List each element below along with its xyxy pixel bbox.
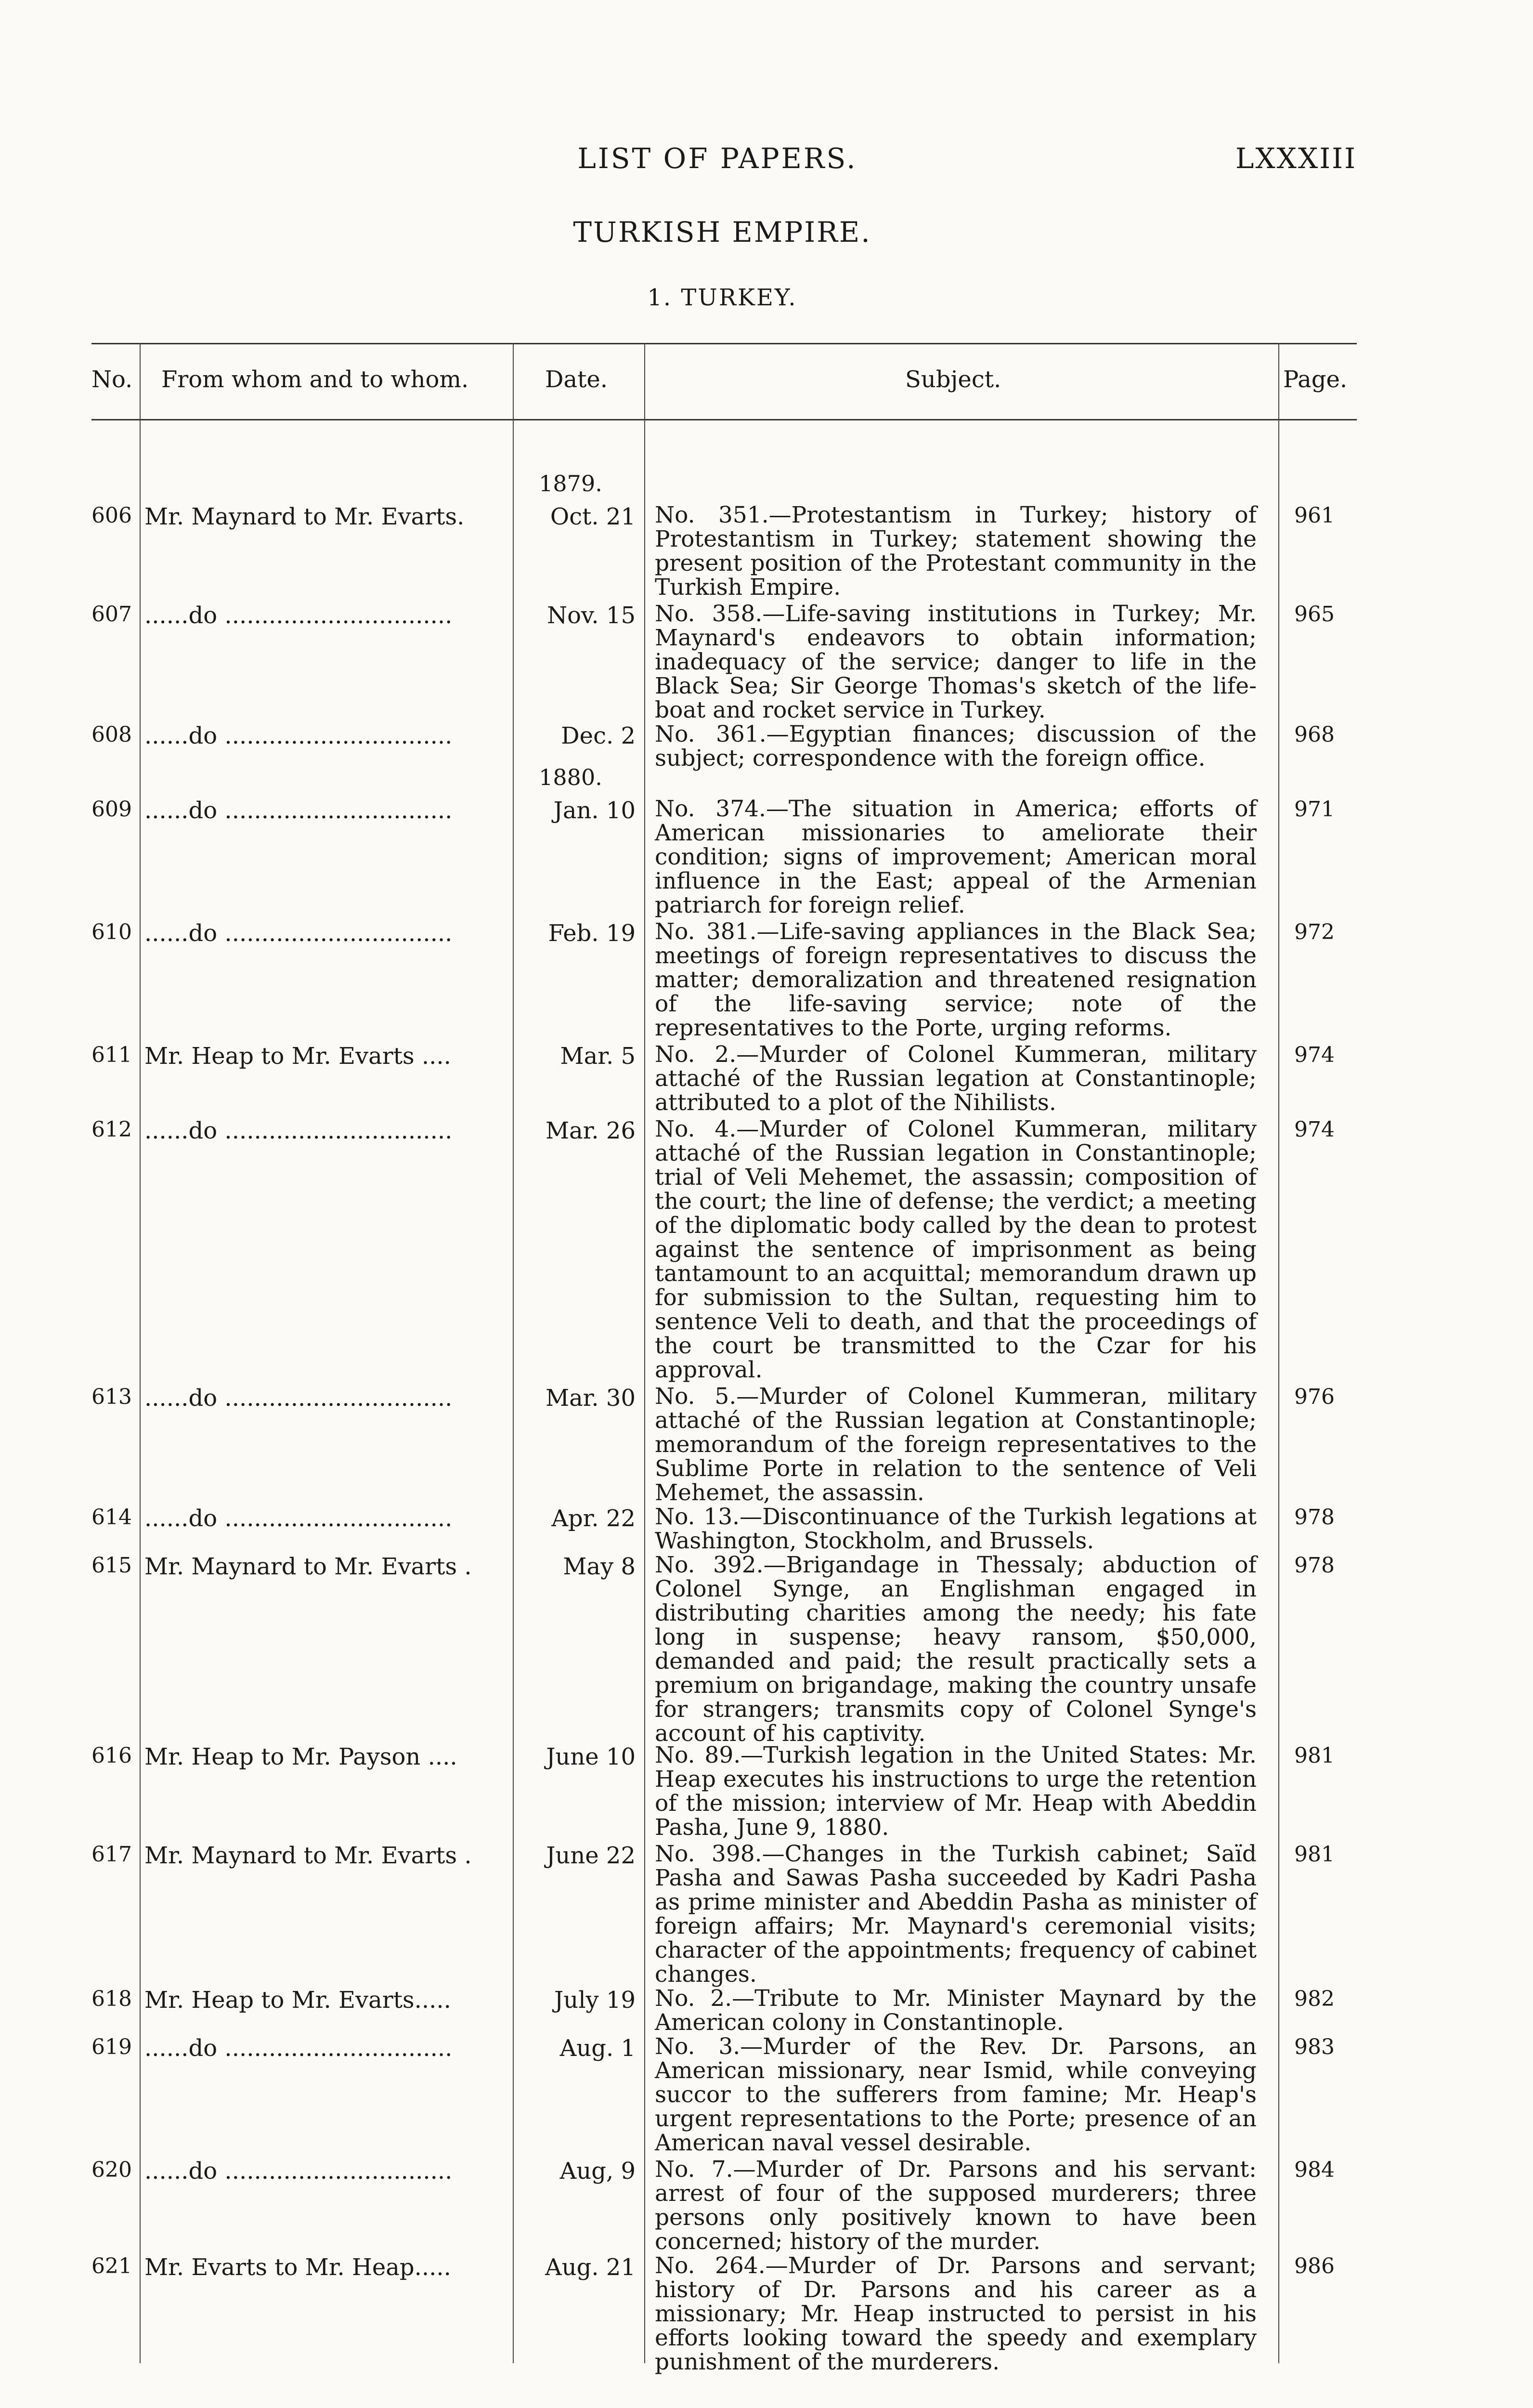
row-subject: No. 4.—Murder of Colonel Kummeran, military attaché of the Russian legation in Constantinople; trial of Veli Mehemet, the assassin; composition of the court; the line of defense; the verdict; a meeting of the diplomatic body called by the dean to protest against the sentence of imprisonment as being tantamount to an acquittal; memorandum drawn up for submission to the Sultan, requesting him to sentence Veli to death, and that the proceedings of the court be transmitted to the Czar for his approval. <box>655 1116 1257 1383</box>
row-date: May 8 <box>563 1553 636 1580</box>
section-title: TURKISH EMPIRE. <box>573 216 871 249</box>
row-page: 974 <box>1294 1117 1335 1142</box>
row-date: Aug. 21 <box>545 2254 636 2281</box>
row-from-to: ......do ............................... <box>144 722 453 749</box>
row-page: 978 <box>1294 1553 1335 1578</box>
row-subject: No. 358.—Life-saving institutions in Turkey; Mr. Maynard's endeavors to obtain information; inadequacy of the service; danger to life in the Black Sea; Sir George Thomas's sketch of the life-boat and rocket service in Turkey. <box>655 601 1257 723</box>
row-date: June 10 <box>546 1743 636 1770</box>
row-number: 618 <box>91 1987 132 2011</box>
row-date: June 22 <box>546 1842 636 1869</box>
column-header-from: From whom and to whom. <box>161 366 469 393</box>
row-subject: No. 3.—Murder of the Rev. Dr. Parsons, an American missionary, near Ismid, while conveying succor to the sufferers from famine; Mr. Heap's urgent representations to the Porte; presence of an American naval vessel desirable. <box>655 2033 1257 2156</box>
row-from-to: ......do ............................... <box>144 2158 453 2185</box>
row-from-to: Mr. Maynard to Mr. Evarts . <box>144 1842 472 1869</box>
row-subject: No. 13.—Discontinuance of the Turkish legations at Washington, Stockholm, and Brussels. <box>655 1504 1257 1554</box>
row-number: 617 <box>91 1842 132 1867</box>
row-number: 608 <box>91 722 132 747</box>
row-from-to: ......do ............................... <box>144 797 453 824</box>
row-date: Apr. 22 <box>551 1505 636 1532</box>
row-number: 607 <box>91 602 132 627</box>
row-page: 981 <box>1294 1743 1335 1768</box>
row-date: July 19 <box>554 1987 636 2014</box>
row-number: 610 <box>91 920 132 944</box>
row-number: 613 <box>91 1385 132 1409</box>
row-page: 986 <box>1294 2254 1335 2278</box>
row-subject: No. 264.—Murder of Dr. Parsons and servant; history of Dr. Parsons and his career as a missionary; Mr. Heap instructed to persist in his efforts looking toward the speedy and exemplary punishment of the murderers. <box>655 2252 1257 2375</box>
column-header-subject: Subject. <box>905 366 1001 393</box>
row-number: 621 <box>91 2254 132 2278</box>
row-from-to: Mr. Heap to Mr. Evarts .... <box>144 1043 451 1070</box>
row-subject: No. 2.—Tribute to Mr. Minister Maynard by the American colony in Constantinople. <box>655 1985 1257 2036</box>
row-year: 1879. <box>539 471 602 497</box>
table-header-rule <box>91 419 1357 420</box>
row-page: 983 <box>1294 2035 1335 2059</box>
row-from-to: ......do ............................... <box>144 602 453 629</box>
column-divider <box>644 343 645 2363</box>
row-number: 620 <box>91 2158 132 2182</box>
row-page: 982 <box>1294 1987 1335 2011</box>
row-from-to: ......do ............................... <box>144 2035 453 2062</box>
row-date: Mar. 30 <box>545 1385 636 1412</box>
running-head-title: LIST OF PAPERS. <box>577 142 857 175</box>
row-subject: No. 2.—Murder of Colonel Kummeran, military attaché of the Russian legation at Constantinople; attributed to a plot of the Nihilists. <box>655 1041 1257 1116</box>
row-page: 978 <box>1294 1505 1335 1530</box>
row-date: Jan. 10 <box>553 797 636 824</box>
row-from-to: Mr. Heap to Mr. Evarts..... <box>144 1987 451 2014</box>
column-divider <box>1278 343 1279 2363</box>
row-subject: No. 381.—Life-saving appliances in the Black Sea; meetings of foreign representatives to discuss the matter; demoralization and threatened resignation of the life-saving service; note of the representatives to the Porte, urging reforms. <box>655 918 1257 1041</box>
row-subject: No. 7.—Murder of Dr. Parsons and his servant: arrest of four of the supposed murderers; three persons only positively known to have been concerned; history of the murder. <box>655 2156 1257 2255</box>
row-date: Aug. 1 <box>559 2035 636 2062</box>
row-number: 609 <box>91 797 132 822</box>
row-page: 972 <box>1294 920 1335 944</box>
row-from-to: Mr. Evarts to Mr. Heap..... <box>144 2254 451 2281</box>
row-date: Mar. 26 <box>545 1117 636 1144</box>
row-date: Dec. 2 <box>561 722 636 749</box>
row-year: 1880. <box>539 764 602 790</box>
row-date: Feb. 19 <box>548 920 636 947</box>
row-page: 981 <box>1294 1842 1335 1867</box>
running-head-page-number: LXXXIII <box>1235 142 1357 175</box>
row-page: 976 <box>1294 1385 1335 1409</box>
column-divider <box>140 343 141 2363</box>
row-page: 968 <box>1294 722 1335 747</box>
subsection-title: 1. TURKEY. <box>647 284 797 311</box>
row-page: 971 <box>1294 797 1335 822</box>
row-subject: No. 398.—Changes in the Turkish cabinet; Saïd Pasha and Sawas Pasha succeeded by Kadri Pasha as prime minister and Abeddin Pasha as minister of foreign affairs; Mr. Maynard's ceremonial visits; character of the appointments; frequency of cabinet changes. <box>655 1841 1257 1988</box>
row-number: 615 <box>91 1553 132 1578</box>
row-number: 614 <box>91 1505 132 1530</box>
row-page: 961 <box>1294 503 1335 528</box>
row-subject: No. 89.—Turkish legation in the United States: Mr. Heap executes his instructions to urge the retention of the mission; interview of Mr. Heap with Abeddin Pasha, June 9, 1880. <box>655 1742 1257 1841</box>
row-date: Oct. 21 <box>550 503 636 530</box>
row-date: Nov. 15 <box>547 602 636 629</box>
row-page: 984 <box>1294 2158 1335 2182</box>
row-from-to: Mr. Heap to Mr. Payson .... <box>144 1743 457 1770</box>
table-top-rule <box>91 343 1357 344</box>
row-number: 619 <box>91 2035 132 2059</box>
column-divider <box>513 343 514 2363</box>
row-from-to: ......do ............................... <box>144 1117 453 1144</box>
row-subject: No. 392.—Brigandage in Thessaly; abduction of Colonel Synge, an Englishman engaged in distributing charities among the needy; his fate long in suspense; heavy ransom, $50,000, demanded and paid; the result practically sets a premium on brigandage, making the country unsafe for strangers; transmits copy of Colonel Synge's account of his captivity. <box>655 1552 1257 1747</box>
row-subject: No. 374.—The situation in America; efforts of American missionaries to ameliorate their condition; signs of improvement; American moral influence in the East; appeal of the Armenian patriarch for foreign relief. <box>655 796 1257 918</box>
row-date: Mar. 5 <box>560 1043 636 1070</box>
row-number: 612 <box>91 1117 132 1142</box>
row-subject: No. 351.—Protestantism in Turkey; history of Protestantism in Turkey; statement showing the present position of the Protestant community in the Turkish Empire. <box>655 502 1257 601</box>
row-number: 611 <box>91 1043 132 1067</box>
row-from-to: ......do ............................... <box>144 920 453 947</box>
column-header-no: No. <box>91 366 133 393</box>
row-from-to: Mr. Maynard to Mr. Evarts . <box>144 1553 472 1580</box>
row-page: 974 <box>1294 1043 1335 1067</box>
row-from-to: Mr. Maynard to Mr. Evarts. <box>144 503 465 530</box>
row-subject: No. 5.—Murder of Colonel Kummeran, military attaché of the Russian legation at Constantinople; memorandum of the foreign representatives to the Sublime Porte in relation to the sentence of Veli Mehemet, the assassin. <box>655 1383 1257 1506</box>
row-number: 616 <box>91 1743 132 1768</box>
row-from-to: ......do ............................... <box>144 1385 453 1412</box>
row-subject: No. 361.—Egyptian finances; discussion of the subject; correspondence with the foreign office. <box>655 721 1257 772</box>
row-from-to: ......do ............................... <box>144 1505 453 1532</box>
column-header-date: Date. <box>545 366 608 393</box>
row-page: 965 <box>1294 602 1335 627</box>
column-header-page: Page. <box>1283 366 1348 393</box>
row-number: 606 <box>91 503 132 528</box>
row-date: Aug, 9 <box>559 2158 636 2185</box>
